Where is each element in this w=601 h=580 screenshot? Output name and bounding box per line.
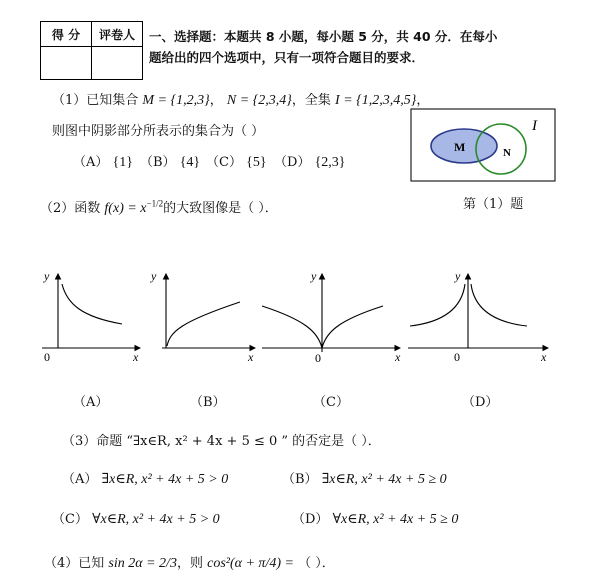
graph-c-label: （C） — [313, 395, 349, 410]
graph-b-x-label: x — [248, 350, 254, 364]
q1-set-i: I = {1,2,3,4,5} — [335, 93, 417, 108]
graph-c — [262, 269, 401, 365]
q3-option-c-value: ∀x∈R, x² + 4x + 5 > 0 — [92, 512, 220, 527]
q4-stem — [44, 552, 335, 572]
q3-option-c — [52, 508, 220, 528]
q1-number: （1）已知集合 — [52, 93, 139, 108]
q1-figure-caption: 第（1）题 — [463, 197, 524, 212]
graph-c-origin: 0 — [315, 351, 321, 365]
graph-a-curve — [62, 284, 122, 324]
q4-prefix: （4）已知 — [44, 556, 105, 571]
venn-label-m: M — [454, 140, 466, 154]
q4-target: cos²(α + π/4) = — [207, 556, 294, 571]
graph-d-curve-right — [471, 284, 527, 326]
q4-mid: ，则 — [176, 556, 203, 571]
q2-prefix: （2）函数 — [40, 201, 101, 216]
graph-c-curve-right — [322, 306, 383, 348]
graph-d-x-label: x — [541, 350, 547, 364]
graph-a-y-label: y — [44, 269, 50, 283]
graph-a-origin: 0 — [44, 350, 50, 364]
q3-option-b-label: （B） — [282, 472, 318, 487]
graph-b — [150, 269, 255, 364]
q3-option-a — [62, 468, 228, 488]
venn-diagram — [410, 108, 556, 182]
q1-option-d — [274, 151, 346, 171]
graph-b-label: （B） — [190, 395, 226, 410]
graph-b-y-label: y — [151, 269, 157, 283]
score-header: 得 分 — [41, 22, 92, 47]
q1-option-a — [73, 151, 133, 171]
graph-d-curve-left — [410, 284, 465, 326]
q1-option-c-label: （C） — [206, 155, 242, 170]
q3-option-b — [282, 468, 447, 488]
q3-option-b-value: ∃x∈R, x² + 4x + 5 ≥ 0 — [321, 472, 447, 487]
graph-d-origin: 0 — [454, 350, 460, 364]
graph-b-curve — [167, 302, 240, 346]
q1-option-b — [140, 151, 200, 171]
grader-cell — [92, 47, 143, 80]
q3-option-d-value: ∀x∈R, x² + 4x + 5 ≥ 0 — [332, 512, 459, 527]
score-cell — [41, 47, 92, 80]
grader-header: 评卷人 — [92, 22, 143, 47]
q3-option-a-label: （A） — [62, 472, 98, 487]
q2-function: f(x) = x — [104, 201, 147, 216]
q3-option-c-label: （C） — [52, 512, 88, 527]
q1-option-c-value: {5} — [246, 155, 267, 170]
q1-option-a-value: {1} — [112, 155, 133, 170]
section-heading-line2: 题给出的四个选项中，只有一项符合题目的要求． — [149, 50, 425, 65]
q2-graphs — [0, 262, 601, 392]
venn-label-i: I — [532, 118, 537, 134]
q1-set-n: N = {2,3,4} — [226, 93, 292, 108]
graph-d-y-label: y — [455, 269, 461, 283]
graph-c-y-label: y — [311, 269, 317, 283]
q1-option-c — [206, 151, 267, 171]
q1-option-b-value: {4} — [179, 155, 201, 170]
q3-option-a-value: ∃x∈R, x² + 4x + 5 > 0 — [101, 472, 229, 487]
graph-a — [42, 269, 140, 364]
q1-option-a-label: （A） — [73, 155, 109, 170]
q1-universe-label: ，全集 — [291, 93, 331, 108]
q1-stem-line2: 则图中阴影部分所表示的集合为（ ） — [52, 124, 265, 139]
q4-suffix: （ ）． — [298, 556, 335, 571]
q3-option-d-label: （D） — [292, 512, 329, 527]
graph-a-x-label: x — [133, 350, 139, 364]
q1-set-m: M = {1,2,3} — [142, 93, 210, 108]
q2-stem — [40, 197, 278, 217]
q2-suffix: 的大致图像是（ ）． — [163, 201, 278, 216]
section-heading-line1: 一、选择题：本题共 8 小题，每小题 5 分，共 40 分．在每小 — [149, 29, 498, 44]
graph-d — [408, 269, 548, 364]
q1-option-d-value: {2,3} — [314, 155, 346, 170]
q2-exponent: −1/2 — [146, 198, 164, 209]
q1-option-d-label: （D） — [274, 155, 311, 170]
q3-option-d — [292, 508, 458, 528]
graph-d-label: （D） — [462, 395, 499, 410]
q4-given: sin 2α = 2/3 — [108, 556, 177, 571]
q3-stem: （3）命题 “∃x∈R, x² + 4x + 5 ≤ 0 ” 的否定是（ ）． — [62, 434, 381, 449]
graph-c-x-label: x — [395, 350, 401, 364]
graph-a-label: （A） — [73, 395, 109, 410]
q1-stem: （1）已知集合 M = {1,2,3}， N = {2,3,4}，全集 I = {1,2,3,4,5}， — [52, 93, 430, 108]
venn-label-n: N — [503, 147, 511, 159]
graph-c-curve-left — [262, 306, 322, 348]
score-table — [40, 21, 143, 80]
q1-option-b-label: （B） — [140, 155, 176, 170]
